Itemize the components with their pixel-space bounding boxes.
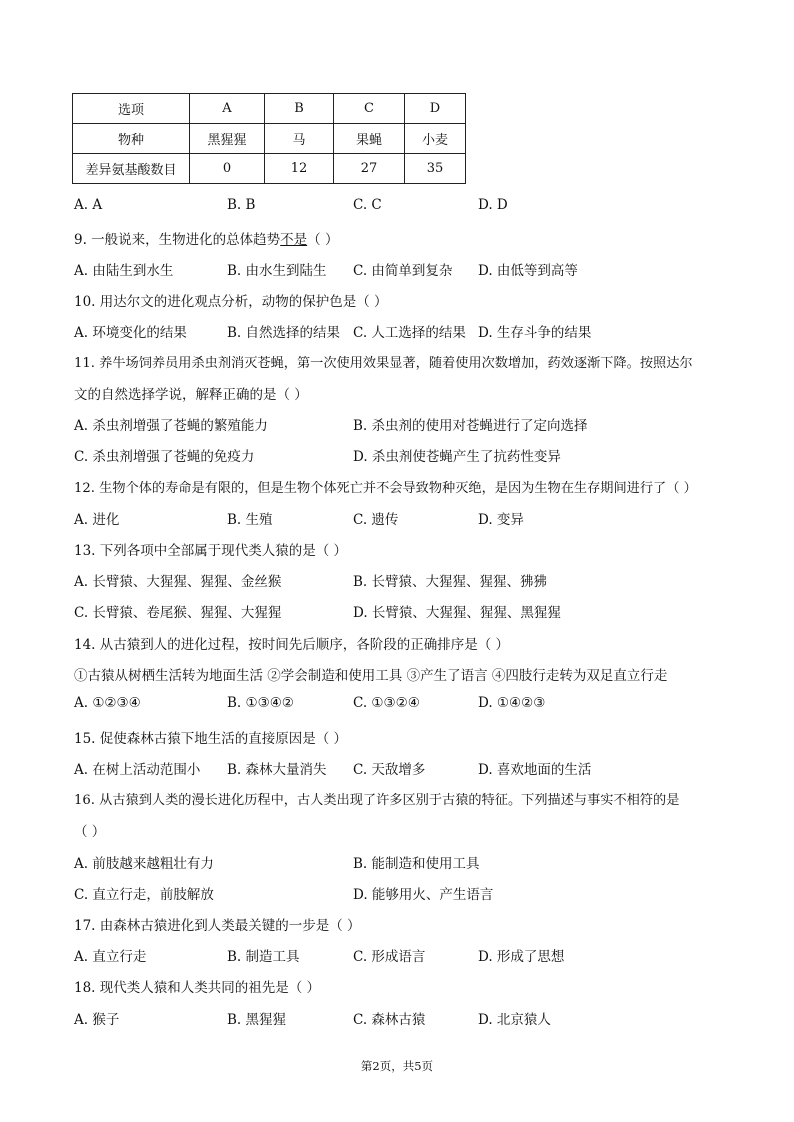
table-cell: 果蝇 xyxy=(334,124,405,154)
q13-option-b: B. 长臂猿、大猩猩、猩猩、狒狒 xyxy=(353,574,548,590)
q11-stem-line1: 11. 养牛场饲养员用杀虫剂消灭苍蝇，第一次使用效果显著，随着使用次数增加，药效逐渐下降。按照达尔 xyxy=(74,356,693,371)
table-row xyxy=(73,124,466,154)
table-cell: 选项 xyxy=(73,94,190,124)
q10-stem: 10. 用达尔文的进化观点分析，动物的保护色是（ ） xyxy=(74,294,388,310)
table-cell: A xyxy=(190,94,265,124)
q16-option-d: D. 能够用火、产生语言 xyxy=(353,887,494,903)
q9-stem-underlined: 不是 xyxy=(280,232,308,248)
q9-option-c: C. 由简单到复杂 xyxy=(353,263,453,279)
q18-stem: 18. 现代类人猿和人类共同的祖先是（ ） xyxy=(74,980,321,996)
q15-option-b: B. 森林大量消失 xyxy=(227,762,327,778)
q16-option-a: A. 前肢越来越粗壮有力 xyxy=(74,856,214,872)
q12-stem: 12. 生物个体的寿命是有限的，但是生物个体死亡并不会导致物种灭绝，是因为生物在生存期间进行了（ ） xyxy=(74,481,697,496)
q11-option-a: A. 杀虫剂增强了苍蝇的繁殖能力 xyxy=(74,418,268,434)
q15-option-c: C. 天敌增多 xyxy=(353,762,426,778)
table-cell: B xyxy=(265,94,334,124)
table-cell: C xyxy=(334,94,405,124)
q8-option-b: B. B xyxy=(227,197,256,213)
q17-option-c: C. 形成语言 xyxy=(353,949,426,965)
q10-option-d: D. 生存斗争的结果 xyxy=(478,325,592,341)
q13-option-c: C. 长臂猿、卷尾猴、猩猩、大猩猩 xyxy=(74,605,282,621)
q13-stem: 13. 下列各项中全部属于现代类人猿的是（ ） xyxy=(74,543,348,559)
q17-option-a: A. 直立行走 xyxy=(74,949,147,965)
q15-option-d: D. 喜欢地面的生活 xyxy=(478,762,592,778)
q10-option-b: B. 自然选择的结果 xyxy=(227,325,341,341)
q11-option-c: C. 杀虫剂增强了苍蝇的免疫力 xyxy=(74,449,255,465)
q18-option-b: B. 黑猩猩 xyxy=(227,1012,287,1028)
table-cell: 马 xyxy=(265,124,334,154)
q10-option-a: A. 环境变化的结果 xyxy=(74,325,187,341)
q16-stem-line2: （ ） xyxy=(74,824,106,840)
q14-option-c: C. ①③②④ xyxy=(353,695,420,711)
q9-option-d: D. 由低等到高等 xyxy=(478,263,578,279)
q18-option-c: C. 森林古猿 xyxy=(353,1012,426,1028)
table-row xyxy=(73,154,466,184)
q9-option-b: B. 由水生到陆生 xyxy=(227,263,327,279)
q15-option-a: A. 在树上活动范围小 xyxy=(74,762,201,778)
table-cell: 小麦 xyxy=(405,124,466,154)
table-cell: 黑猩猩 xyxy=(190,124,265,154)
q15-stem: 15. 促使森林古猿下地生活的直接原因是（ ） xyxy=(74,731,348,747)
table-cell: 35 xyxy=(405,154,466,184)
q18-option-a: A. 猴子 xyxy=(74,1012,120,1028)
q11-option-b: B. 杀虫剂的使用对苍蝇进行了定向选择 xyxy=(353,418,588,434)
q9-stem-post: （ ） xyxy=(307,232,339,248)
q18-option-d: D. 北京猿人 xyxy=(478,1012,551,1028)
table-row xyxy=(73,94,466,124)
q10-option-c: C. 人工选择的结果 xyxy=(353,325,466,341)
q14-option-a: A. ①②③④ xyxy=(74,695,141,711)
q13-option-a: A. 长臂猿、大猩猩、猩猩、金丝猴 xyxy=(74,574,282,590)
q17-stem: 17. 由森林古猿进化到人类最关键的一步是（ ） xyxy=(74,918,361,934)
q16-option-c: C. 直立行走，前肢解放 xyxy=(74,887,214,903)
q14-stem: 14. 从古猿到人的进化过程，按时间先后顺序，各阶段的正确排序是（ ） xyxy=(74,637,510,653)
q9-stem-pre: 9. 一般说来，生物进化的总体趋势 xyxy=(74,232,281,248)
q12-option-b: B. 生殖 xyxy=(227,512,273,528)
q11-stem-line2: 文的自然选择学说，解释正确的是（ ） xyxy=(74,387,308,403)
q16-option-b: B. 能制造和使用工具 xyxy=(353,856,480,872)
q9-stem xyxy=(74,228,734,248)
q9-option-a: A. 由陆生到水生 xyxy=(74,263,174,279)
table-cell: 27 xyxy=(334,154,405,184)
q12-option-d: D. 变异 xyxy=(478,512,524,528)
q8-option-c: C. C xyxy=(353,197,382,213)
q16-stem-line1: 16. 从古猿到人类的漫长进化历程中，古人类出现了许多区别于古猿的特征。下列描述与事实不相符的是 xyxy=(74,793,680,808)
amino-acid-table xyxy=(72,93,466,184)
q8-option-a: A. A xyxy=(74,197,103,213)
page-footer: 第2页，共5页 xyxy=(360,1059,434,1073)
q12-option-a: A. 进化 xyxy=(74,512,120,528)
q12-option-c: C. 遗传 xyxy=(353,512,399,528)
q11-option-d: D. 杀虫剂使苍蝇产生了抗药性变异 xyxy=(353,449,561,465)
table-cell: 12 xyxy=(265,154,334,184)
q14-option-b: B. ①③④② xyxy=(227,695,294,711)
q17-option-b: B. 制造工具 xyxy=(227,949,300,965)
table-cell: 差异氨基酸数目 xyxy=(73,154,190,184)
table-cell: 0 xyxy=(190,154,265,184)
table-cell: 物种 xyxy=(73,124,190,154)
q8-option-d: D. D xyxy=(478,197,508,213)
q17-option-d: D. 形成了思想 xyxy=(478,949,565,965)
q14-items: ①古猿从树栖生活转为地面生活 ②学会制造和使用工具 ③产生了语言 ④四肢行走转为双足直立行走 xyxy=(74,668,668,684)
q14-option-d: D. ①④②③ xyxy=(478,695,546,711)
table-cell: D xyxy=(405,94,466,124)
q13-option-d: D. 长臂猿、大猩猩、猩猩、黑猩猩 xyxy=(353,605,561,621)
